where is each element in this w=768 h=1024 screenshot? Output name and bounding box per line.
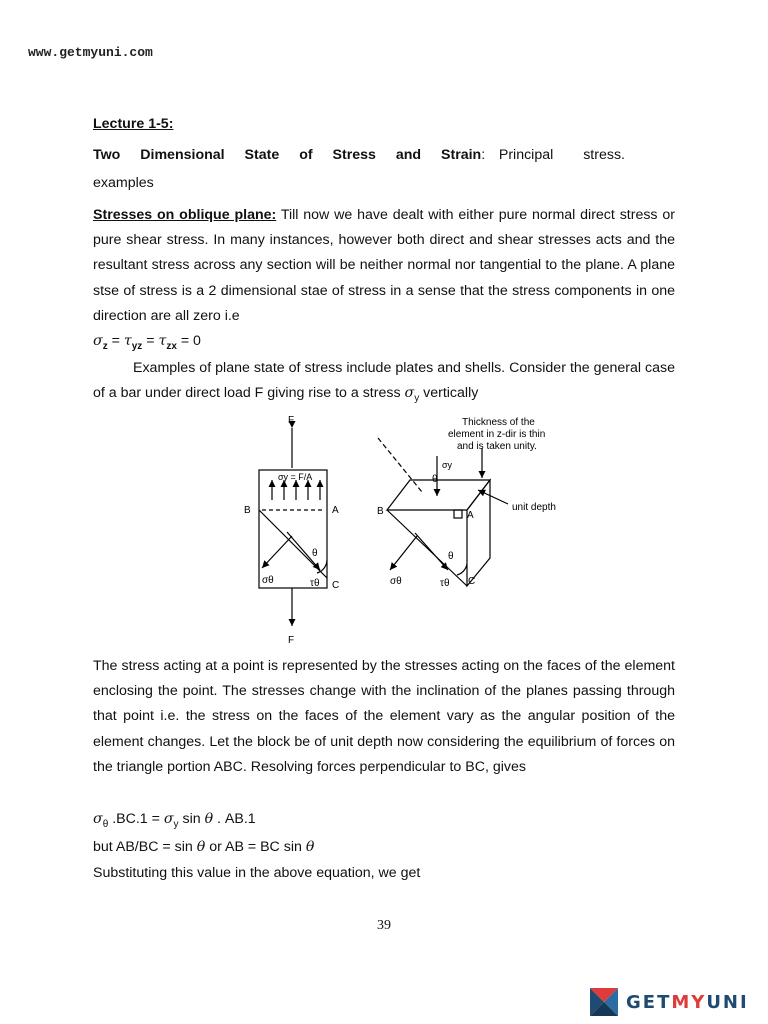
heading-continuation: examples <box>93 175 154 191</box>
point-b-right: B <box>377 506 384 517</box>
sub-theta: θ <box>102 818 109 830</box>
theta-symbol: θ <box>204 811 214 827</box>
sigma-symbol: σ <box>93 333 103 349</box>
logo-text-uni: UNI <box>706 991 749 1013</box>
substitution-line: Substituting this value in the above equation, we get <box>93 865 421 881</box>
eq-text: .BC.1 = <box>108 811 164 827</box>
sigma-y-label: σy <box>442 460 453 470</box>
paragraph-examples <box>93 356 675 411</box>
lecture-title: Lecture 1-5: <box>93 116 174 132</box>
sub-zx: zx <box>166 340 177 352</box>
theta-right: θ <box>448 551 454 562</box>
page-number: 39 <box>377 918 391 933</box>
paragraph-text: Till now we have dealt with either pure normal direct stress or pure shear stress. In many instances, however both direct and shear stresses acts and the resultant stress across any section will be neither normal nor tangential to the plane. A plane stse of stress is a 2 dimensional stae of stress in a sense that the stress components in one direction are all zero i.e <box>93 207 675 324</box>
point-b-left: B <box>244 505 251 516</box>
eq-zero: = 0 <box>176 333 201 349</box>
equation-resolving-forces <box>93 811 256 830</box>
force-label-top: F <box>288 415 295 426</box>
theta-symbol: θ <box>305 839 315 855</box>
logo-text-get: GET <box>626 991 672 1013</box>
heading-colon: : <box>481 147 486 163</box>
heading-bold: Two Dimensional State of Stress and Strain <box>93 147 482 163</box>
stress-label: σy = F/A <box>278 472 313 482</box>
paragraph-equilibrium: The stress acting at a point is represented by the stresses acting on the faces of the element enclosing the point. The stresses change with the inclination of the planes passing through that point i.e. the stress on the faces of the element vary as the angular position of the element changes. Let the block be of unit depth now considering the equilibrium of forces on the triangle portion ABC. Resolving forces perpendicular to BC, gives <box>93 658 675 775</box>
paragraph-oblique-plane <box>93 203 675 329</box>
theta-top-label: θ <box>432 474 438 485</box>
tau-symbol: τ <box>158 333 167 349</box>
stress-element-figure <box>232 408 572 648</box>
unit-depth-label: unit depth <box>512 502 556 513</box>
eq-text: . AB.1 <box>213 811 256 827</box>
equation-plane-stress <box>93 333 201 352</box>
heading-rest: Principal stress. <box>498 147 625 163</box>
paragraph-text: vertically <box>419 385 479 402</box>
point-a-left: A <box>332 505 339 516</box>
section-heading <box>93 147 675 163</box>
tau-symbol: τ <box>123 333 132 349</box>
sub-y: y <box>414 393 420 405</box>
sub-yz: yz <box>131 340 143 352</box>
paragraph-text: Examples of plane state of stress include plates and shells. Consider the general case of a bar under direct load F giving rise to a stress <box>93 360 675 402</box>
eq-text: but AB/BC = sin <box>93 839 197 855</box>
paragraph-lead: Stresses on oblique plane: <box>93 207 277 223</box>
sigma-symbol: σ <box>163 811 174 827</box>
point-c-right: C <box>468 576 476 587</box>
tau-theta-left: τθ <box>310 578 320 589</box>
getmyuni-logo[interactable] <box>590 988 749 1016</box>
eq-text: sin <box>178 811 205 827</box>
theta-symbol: θ <box>196 839 206 855</box>
sigma-theta-left: σθ <box>262 575 274 586</box>
point-c-left: C <box>332 580 340 591</box>
note-line-2: element in z-dir is thin <box>448 429 546 440</box>
site-url[interactable]: www.getmyuni.com <box>28 45 153 60</box>
eq-sign: = <box>107 333 124 349</box>
sub-y: y <box>173 818 179 830</box>
sigma-theta-right: σθ <box>390 576 402 587</box>
sigma-symbol: σ <box>93 811 103 827</box>
theta-left: θ <box>312 548 318 559</box>
force-label-bottom: F <box>288 635 295 646</box>
note-line-3: and is taken unity. <box>457 441 537 452</box>
equation-ab-bc <box>93 839 314 855</box>
eq-text: or AB = BC sin <box>205 839 306 855</box>
note-line-1: Thickness of the <box>462 417 535 428</box>
point-a-right: A <box>467 510 474 521</box>
sub-z: z <box>102 340 108 352</box>
tau-theta-right: τθ <box>440 578 450 589</box>
logo-text-my: MY <box>671 991 707 1013</box>
sigma-symbol: σ <box>404 385 415 402</box>
left-element-diagram <box>259 428 327 626</box>
logo-wordmark <box>626 992 749 1013</box>
eq-sign: = <box>142 333 159 349</box>
getmyuni-logo-icon <box>590 988 618 1016</box>
